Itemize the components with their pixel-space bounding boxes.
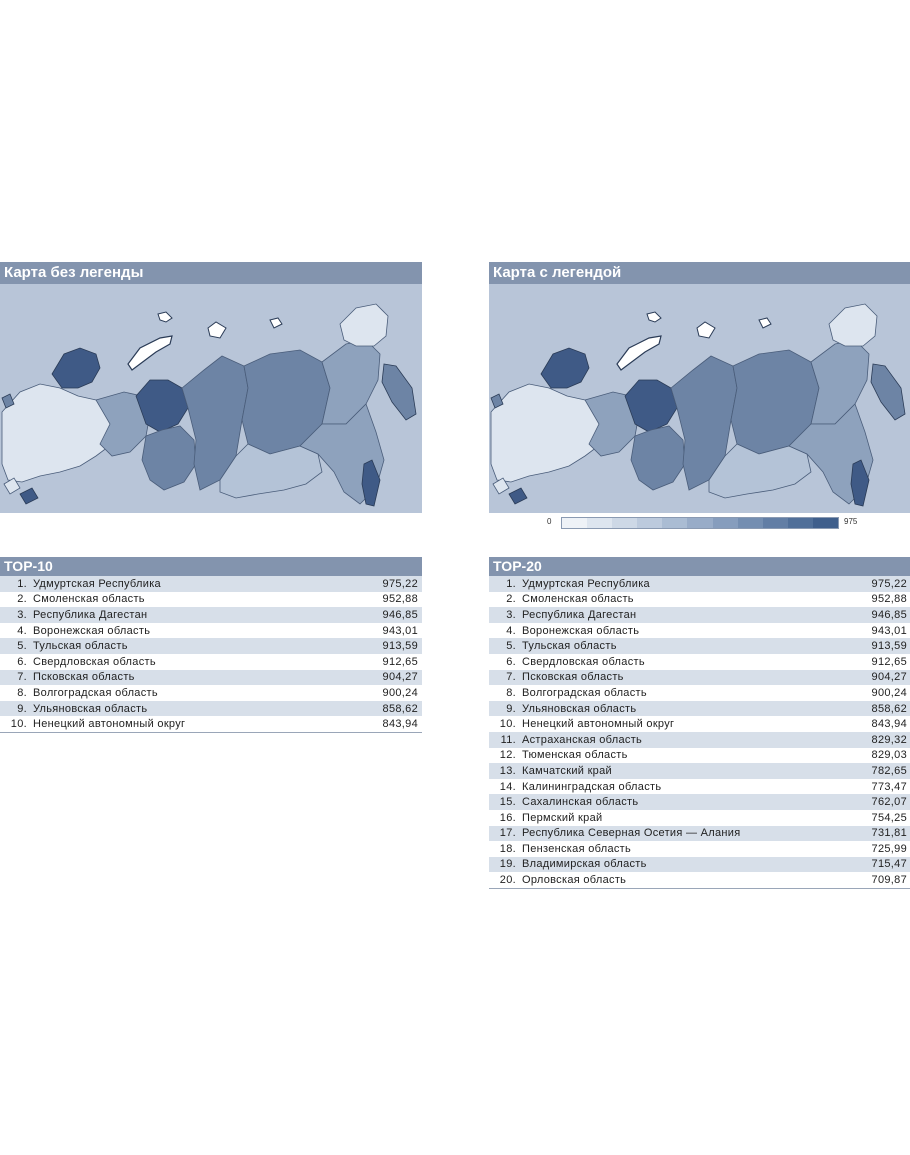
island-new-siberian	[270, 318, 282, 328]
table-row	[489, 841, 910, 857]
region-value: 773,47	[871, 780, 907, 793]
region-value: 975,22	[871, 577, 907, 590]
legend-color-scale	[561, 517, 839, 529]
map-panel-with-legend	[489, 262, 910, 889]
region-value: 715,47	[871, 858, 907, 871]
rank-label: 10.	[10, 718, 27, 731]
legend-swatch	[813, 518, 838, 528]
region-chukotka[interactable]	[829, 304, 877, 346]
region-name: Пермский край	[522, 811, 603, 824]
rank-label: 3.	[506, 608, 516, 621]
region-value: 900,24	[871, 686, 907, 699]
rank-label: 12.	[499, 749, 516, 762]
rank-label: 4.	[17, 624, 27, 637]
table-row	[489, 701, 910, 717]
island-severnaya-zemlya	[697, 322, 715, 338]
russia-map-svg	[489, 284, 910, 513]
rank-label: 8.	[17, 686, 27, 699]
table-row	[0, 576, 422, 592]
table-row	[0, 716, 422, 732]
top-title: TOP-10	[0, 557, 422, 576]
region-name: Удмуртская Республика	[522, 577, 650, 590]
region-name: Тульская область	[33, 640, 128, 653]
island-novaya-zemlya	[617, 336, 661, 370]
region-kola[interactable]	[541, 348, 589, 388]
rank-label: 4.	[506, 624, 516, 637]
region-name: Республика Северная Осетия — Алания	[522, 827, 741, 840]
rank-label: 2.	[17, 593, 27, 606]
map-panel-no-legend	[0, 262, 422, 733]
region-value: 904,27	[382, 671, 418, 684]
region-value: 913,59	[382, 640, 418, 653]
region-name: Республика Дагестан	[522, 608, 637, 621]
region-yakutia[interactable]	[811, 340, 869, 424]
table-row	[0, 701, 422, 717]
region-ural[interactable]	[631, 426, 685, 490]
legend-swatch	[763, 518, 788, 528]
region-name: Псковская область	[33, 671, 135, 684]
region-value: 725,99	[871, 842, 907, 855]
table-row	[489, 623, 910, 639]
region-name: Смоленская область	[33, 593, 145, 606]
region-name: Орловская область	[522, 874, 627, 887]
table-row	[489, 872, 910, 888]
legend-swatch	[637, 518, 662, 528]
map-legend	[489, 516, 910, 530]
region-value: 754,25	[871, 811, 907, 824]
ranking-table	[0, 576, 422, 733]
region-value: 858,62	[382, 702, 418, 715]
table-row	[489, 763, 910, 779]
region-value: 829,32	[871, 733, 907, 746]
rank-label: 6.	[17, 655, 27, 668]
region-value: 900,24	[382, 686, 418, 699]
region-value: 952,88	[871, 593, 907, 606]
legend-swatch	[662, 518, 687, 528]
rank-label: 1.	[17, 577, 27, 590]
region-dagestan[interactable]	[20, 488, 38, 504]
rank-label: 6.	[506, 655, 516, 668]
legend-swatch	[687, 518, 712, 528]
map-regions	[491, 304, 905, 506]
island-new-siberian	[759, 318, 771, 328]
rank-label: 19.	[499, 858, 516, 871]
region-name: Тюменская область	[522, 749, 628, 762]
island-franz-josef	[647, 312, 661, 322]
rank-label: 9.	[17, 702, 27, 715]
legend-swatch	[738, 518, 763, 528]
region-value: 782,65	[871, 764, 907, 777]
region-name: Смоленская область	[522, 593, 634, 606]
table-row	[489, 685, 910, 701]
region-name: Воронежская область	[522, 624, 640, 637]
rank-label: 3.	[17, 608, 27, 621]
region-name: Волгоградская область	[33, 686, 158, 699]
rank-label: 20.	[499, 874, 516, 887]
region-value: 913,59	[871, 640, 907, 653]
region-value: 943,01	[382, 624, 418, 637]
region-value: 912,65	[382, 655, 418, 668]
rank-label: 7.	[17, 671, 27, 684]
region-name: Пензенская область	[522, 842, 632, 855]
region-value: 904,27	[871, 671, 907, 684]
region-value: 762,07	[871, 796, 907, 809]
region-value: 858,62	[871, 702, 907, 715]
region-value: 975,22	[382, 577, 418, 590]
rank-label: 11.	[500, 733, 516, 746]
map-title: Карта с легендой	[489, 262, 910, 284]
region-value: 912,65	[871, 655, 907, 668]
table-row	[489, 670, 910, 686]
table-row	[489, 732, 910, 748]
legend-swatch	[612, 518, 637, 528]
rank-label: 18.	[499, 842, 516, 855]
region-value: 946,85	[382, 608, 418, 621]
region-name: Камчатский край	[522, 764, 612, 777]
region-value: 952,88	[382, 593, 418, 606]
rank-label: 5.	[17, 640, 27, 653]
rank-label: 8.	[506, 686, 516, 699]
ranking-table	[489, 576, 910, 889]
island-novaya-zemlya	[128, 336, 172, 370]
rank-label: 16.	[499, 811, 516, 824]
region-kamchatka[interactable]	[871, 364, 905, 420]
region-value: 709,87	[871, 874, 907, 887]
table-row	[0, 685, 422, 701]
region-value: 946,85	[871, 608, 907, 621]
region-name: Ненецкий автономный округ	[522, 718, 675, 731]
table-row	[0, 654, 422, 670]
rank-label: 10.	[499, 718, 516, 731]
region-name: Ненецкий автономный округ	[33, 718, 186, 731]
legend-swatch	[562, 518, 587, 528]
table-row	[489, 810, 910, 826]
table-row	[489, 794, 910, 810]
rank-label: 2.	[506, 593, 516, 606]
table-row	[489, 779, 910, 795]
legend-max-label: 975	[844, 517, 858, 526]
region-value: 829,03	[871, 749, 907, 762]
region-name: Ульяновская область	[522, 702, 637, 715]
region-name: Псковская область	[522, 671, 624, 684]
table-row	[0, 670, 422, 686]
table-row	[489, 576, 910, 592]
rank-label: 5.	[506, 640, 516, 653]
table-row	[0, 592, 422, 608]
table-row	[0, 607, 422, 623]
rank-label: 15.	[499, 796, 516, 809]
map-regions	[2, 304, 416, 506]
table-row	[489, 592, 910, 608]
table-row	[489, 857, 910, 873]
rank-label: 14.	[499, 780, 516, 793]
rank-label: 13.	[499, 764, 516, 777]
rank-label: 7.	[506, 671, 516, 684]
rank-label: 1.	[506, 577, 516, 590]
island-severnaya-zemlya	[208, 322, 226, 338]
top-title: TOP-20	[489, 557, 910, 576]
region-name: Сахалинская область	[522, 796, 639, 809]
legend-swatch	[713, 518, 738, 528]
region-name: Тульская область	[522, 640, 617, 653]
russia-map	[489, 284, 910, 513]
region-yakutia[interactable]	[322, 340, 380, 424]
region-name: Свердловская область	[522, 655, 645, 668]
legend-swatch	[587, 518, 612, 528]
table-row	[0, 623, 422, 639]
region-value: 943,01	[871, 624, 907, 637]
region-name: Свердловская область	[33, 655, 156, 668]
table-row	[0, 638, 422, 654]
map-title: Карта без легенды	[0, 262, 422, 284]
region-chukotka[interactable]	[340, 304, 388, 346]
region-name: Ульяновская область	[33, 702, 148, 715]
table-row	[489, 638, 910, 654]
legend-min-label: 0	[547, 517, 552, 526]
russia-map-svg	[0, 284, 422, 513]
table-row	[489, 654, 910, 670]
rank-label: 9.	[506, 702, 516, 715]
region-name: Удмуртская Республика	[33, 577, 161, 590]
legend-swatch	[788, 518, 813, 528]
region-dagestan[interactable]	[509, 488, 527, 504]
region-name: Волгоградская область	[522, 686, 647, 699]
island-franz-josef	[158, 312, 172, 322]
russia-map	[0, 284, 422, 513]
region-name: Калининградская область	[522, 780, 662, 793]
region-name: Астраханская область	[522, 733, 643, 746]
region-name: Воронежская область	[33, 624, 151, 637]
table-row	[489, 716, 910, 732]
region-ural[interactable]	[142, 426, 196, 490]
table-row	[489, 607, 910, 623]
region-value: 731,81	[871, 827, 907, 840]
region-name: Владимирская область	[522, 858, 647, 871]
table-row	[489, 826, 910, 842]
table-row	[489, 748, 910, 764]
region-kamchatka[interactable]	[382, 364, 416, 420]
rank-label: 17.	[499, 827, 516, 840]
region-name: Республика Дагестан	[33, 608, 148, 621]
region-value: 843,94	[871, 718, 907, 731]
region-value: 843,94	[382, 718, 418, 731]
region-kola[interactable]	[52, 348, 100, 388]
